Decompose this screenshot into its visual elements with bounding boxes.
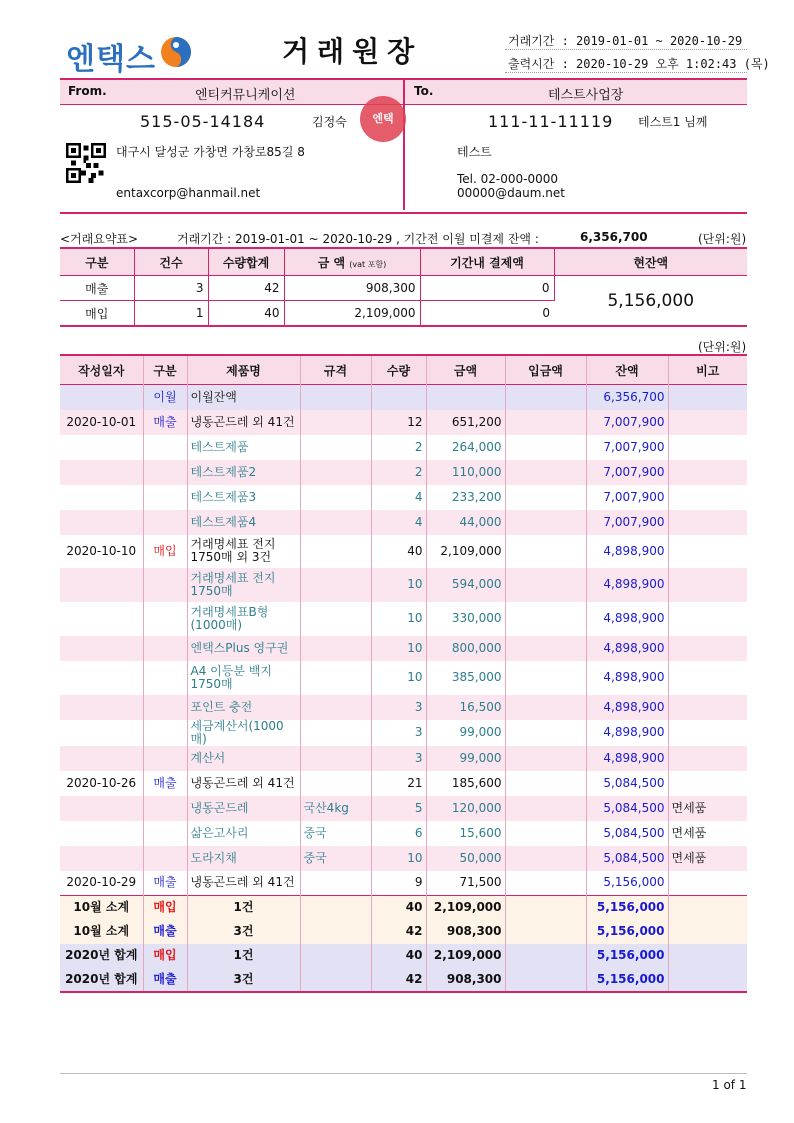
ledger-row xyxy=(60,535,747,568)
row-amount: 71,500 xyxy=(426,871,505,896)
row-qty: 10 xyxy=(371,568,426,602)
row-product: 이월잔액 xyxy=(187,385,300,410)
total-amount: 2,109,000 xyxy=(426,944,505,968)
summary-header-cell: 기간내 결제액 xyxy=(420,248,554,276)
row-note xyxy=(668,485,747,510)
divider xyxy=(505,72,747,73)
row-note xyxy=(668,460,747,485)
row-note xyxy=(668,636,747,661)
row-product: 거래명세표 전지 1750매 xyxy=(187,568,300,602)
row-type xyxy=(143,602,187,636)
total-count: 3건 xyxy=(187,920,300,944)
row-spec xyxy=(300,746,371,771)
row-date xyxy=(60,695,143,720)
row-amount: 264,000 xyxy=(426,435,505,460)
row-balance: 7,007,900 xyxy=(586,410,668,435)
row-note xyxy=(668,771,747,796)
page-number: 1 of 1 xyxy=(712,1078,747,1092)
row-note xyxy=(668,695,747,720)
ledger-row xyxy=(60,636,747,661)
summary-header-cell: 현잔액 xyxy=(554,248,747,276)
row-product: 냉동곤드레 외 41건 xyxy=(187,410,300,435)
ledger-row xyxy=(60,661,747,695)
total-label: 10월 소계 xyxy=(60,920,143,944)
row-date xyxy=(60,821,143,846)
row-spec xyxy=(300,435,371,460)
row-product: 냉동곤드레 외 41건 xyxy=(187,871,300,896)
row-deposit xyxy=(505,636,586,661)
row-product: 테스트제품4 xyxy=(187,510,300,535)
row-amount: 594,000 xyxy=(426,568,505,602)
summary-count: 1 xyxy=(134,301,208,327)
row-amount: 120,000 xyxy=(426,796,505,821)
row-spec xyxy=(300,385,371,410)
total-spec xyxy=(300,944,371,968)
ledger-header-cell: 비고 xyxy=(668,355,747,385)
row-balance: 4,898,900 xyxy=(586,636,668,661)
row-amount: 2,109,000 xyxy=(426,535,505,568)
to-company: 테스트사업장 xyxy=(548,88,624,103)
row-deposit xyxy=(505,821,586,846)
total-balance: 5,156,000 xyxy=(586,920,668,944)
row-deposit xyxy=(505,535,586,568)
row-type xyxy=(143,485,187,510)
row-type xyxy=(143,821,187,846)
logo-mark-icon xyxy=(160,36,192,68)
ledger-row xyxy=(60,796,747,821)
row-deposit xyxy=(505,460,586,485)
total-balance: 5,156,000 xyxy=(586,944,668,968)
row-balance: 7,007,900 xyxy=(586,510,668,535)
total-label: 2020년 합계 xyxy=(60,944,143,968)
row-qty: 3 xyxy=(371,746,426,771)
ledger-header-cell: 작성일자 xyxy=(60,355,143,385)
row-deposit xyxy=(505,846,586,871)
ledger-row xyxy=(60,821,747,846)
total-type: 매출 xyxy=(143,920,187,944)
row-qty: 21 xyxy=(371,771,426,796)
ledger-row xyxy=(60,602,747,636)
ledger-row xyxy=(60,746,747,771)
row-type xyxy=(143,661,187,695)
row-amount: 44,000 xyxy=(426,510,505,535)
row-deposit xyxy=(505,510,586,535)
row-type: 매출 xyxy=(143,410,187,435)
row-qty: 10 xyxy=(371,661,426,695)
ledger-row xyxy=(60,568,747,602)
total-qty: 42 xyxy=(371,968,426,992)
ledger-header-cell: 금액 xyxy=(426,355,505,385)
row-balance: 6,356,700 xyxy=(586,385,668,410)
summary-header-cell: 건수 xyxy=(134,248,208,276)
row-date xyxy=(60,720,143,746)
row-product: 계산서 xyxy=(187,746,300,771)
row-deposit xyxy=(505,695,586,720)
row-type: 매출 xyxy=(143,871,187,896)
row-note xyxy=(668,410,747,435)
row-date: 2020-10-10 xyxy=(60,535,143,568)
row-spec xyxy=(300,602,371,636)
total-row xyxy=(60,944,747,968)
total-deposit xyxy=(505,896,586,920)
summary-count: 3 xyxy=(134,276,208,301)
row-date xyxy=(60,746,143,771)
row-type xyxy=(143,435,187,460)
row-date xyxy=(60,435,143,460)
total-note xyxy=(668,920,747,944)
row-note xyxy=(668,720,747,746)
to-email: 00000@daum.net xyxy=(457,186,565,200)
ledger-header-row xyxy=(60,355,747,385)
row-date xyxy=(60,661,143,695)
row-amount xyxy=(426,385,505,410)
row-note xyxy=(668,568,747,602)
row-date xyxy=(60,602,143,636)
printed-time-label: 출력시간 : 2020-10-29 오후 1:02:43 (목) xyxy=(508,57,770,71)
ledger-row xyxy=(60,771,747,796)
row-note xyxy=(668,435,747,460)
row-spec: 국산4kg xyxy=(300,796,371,821)
row-product: 냉동곤드레 외 41건 xyxy=(187,771,300,796)
total-amount: 908,300 xyxy=(426,968,505,992)
row-note xyxy=(668,746,747,771)
total-type: 매입 xyxy=(143,896,187,920)
row-balance: 5,084,500 xyxy=(586,771,668,796)
row-qty: 6 xyxy=(371,821,426,846)
ledger-header-cell: 수량 xyxy=(371,355,426,385)
row-spec xyxy=(300,695,371,720)
row-balance: 5,156,000 xyxy=(586,871,668,896)
row-qty: 10 xyxy=(371,636,426,661)
summary-header-row xyxy=(60,248,747,276)
total-qty: 40 xyxy=(371,896,426,920)
ledger-unit: (단위:원) xyxy=(698,340,747,354)
ledger-row xyxy=(60,695,747,720)
row-type: 이월 xyxy=(143,385,187,410)
row-balance: 5,084,500 xyxy=(586,796,668,821)
ledger-row xyxy=(60,871,747,896)
total-row xyxy=(60,920,747,944)
amount-header-text: 금 액 xyxy=(317,255,346,270)
from-biz-number: 515-05-14184 xyxy=(140,112,266,131)
summary-amount: 908,300 xyxy=(284,276,420,301)
row-qty: 2 xyxy=(371,435,426,460)
row-type: 매입 xyxy=(143,535,187,568)
ledger-table xyxy=(60,354,747,993)
total-type: 매출 xyxy=(143,968,187,992)
total-count: 3건 xyxy=(187,968,300,992)
row-amount: 233,200 xyxy=(426,485,505,510)
ledger-row xyxy=(60,846,747,871)
summary-paid: 0 xyxy=(420,301,554,327)
row-note xyxy=(668,510,747,535)
total-label: 10월 소계 xyxy=(60,896,143,920)
row-balance: 4,898,900 xyxy=(586,720,668,746)
row-qty xyxy=(371,385,426,410)
summary-type: 매출 xyxy=(60,276,134,301)
total-balance: 5,156,000 xyxy=(586,968,668,992)
row-note xyxy=(668,602,747,636)
row-deposit xyxy=(505,410,586,435)
summary-header-cell: 수량합계 xyxy=(208,248,284,276)
row-balance: 7,007,900 xyxy=(586,485,668,510)
row-qty: 40 xyxy=(371,535,426,568)
total-amount: 2,109,000 xyxy=(426,896,505,920)
row-amount: 16,500 xyxy=(426,695,505,720)
page-title: 거래원장 xyxy=(282,35,423,68)
row-amount: 185,600 xyxy=(426,771,505,796)
summary-type: 매입 xyxy=(60,301,134,327)
ledger-header-cell: 구분 xyxy=(143,355,187,385)
row-balance: 4,898,900 xyxy=(586,602,668,636)
total-deposit xyxy=(505,968,586,992)
vat-note: (vat 포함) xyxy=(349,259,387,269)
row-type xyxy=(143,695,187,720)
row-deposit xyxy=(505,385,586,410)
total-deposit xyxy=(505,944,586,968)
row-balance: 7,007,900 xyxy=(586,435,668,460)
row-qty: 9 xyxy=(371,871,426,896)
row-product: 도라지채 xyxy=(187,846,300,871)
total-deposit xyxy=(505,920,586,944)
ledger-row xyxy=(60,720,747,746)
to-tel: Tel. 02-000-0000 xyxy=(457,172,559,186)
to-label: To. xyxy=(414,84,434,98)
to-address: 테스트 xyxy=(457,145,492,159)
row-balance: 4,898,900 xyxy=(586,568,668,602)
row-product: 테스트제품2 xyxy=(187,460,300,485)
row-deposit xyxy=(505,661,586,695)
row-spec xyxy=(300,661,371,695)
row-deposit xyxy=(505,746,586,771)
row-qty: 4 xyxy=(371,510,426,535)
row-note xyxy=(668,871,747,896)
company-logo: 엔택스 xyxy=(66,42,156,77)
total-type: 매입 xyxy=(143,944,187,968)
row-note: 면세품 xyxy=(671,800,707,815)
summary-header-cell: 구분 xyxy=(60,248,134,276)
row-product: 포인트 충전 xyxy=(187,695,300,720)
row-product: 테스트제품 xyxy=(187,435,300,460)
row-amount: 651,200 xyxy=(426,410,505,435)
row-type xyxy=(143,720,187,746)
row-spec xyxy=(300,871,371,896)
row-qty: 2 xyxy=(371,460,426,485)
from-company: 엔티커뮤니케이션 xyxy=(195,88,296,103)
qr-code-icon xyxy=(66,143,106,183)
row-amount: 15,600 xyxy=(426,821,505,846)
row-note xyxy=(668,385,747,410)
row-product: 엔택스Plus 영구권 xyxy=(187,636,300,661)
row-balance: 4,898,900 xyxy=(586,695,668,720)
summary-unit: (단위:원) xyxy=(698,232,747,246)
row-product: 거래명세표 전지 1750매 외 3건 xyxy=(187,535,300,568)
total-count: 1건 xyxy=(187,944,300,968)
row-spec xyxy=(300,410,371,435)
summary-paid: 0 xyxy=(420,276,554,301)
row-type: 매출 xyxy=(143,771,187,796)
row-date xyxy=(60,846,143,871)
row-type xyxy=(143,636,187,661)
row-spec xyxy=(300,485,371,510)
ledger-header-cell: 규격 xyxy=(300,355,371,385)
row-date: 2020-10-01 xyxy=(60,410,143,435)
row-balance: 4,898,900 xyxy=(586,746,668,771)
total-note xyxy=(668,896,747,920)
row-deposit xyxy=(505,485,586,510)
row-type xyxy=(143,510,187,535)
ledger-row xyxy=(60,385,747,410)
row-spec xyxy=(300,636,371,661)
row-amount: 800,000 xyxy=(426,636,505,661)
summary-amount: 2,109,000 xyxy=(284,301,420,327)
footer-divider xyxy=(60,1073,747,1074)
row-deposit xyxy=(505,568,586,602)
row-deposit xyxy=(505,871,586,896)
row-qty: 3 xyxy=(371,720,426,746)
total-spec xyxy=(300,968,371,992)
row-balance: 4,898,900 xyxy=(586,661,668,695)
row-qty: 10 xyxy=(371,602,426,636)
ledger-header-cell: 잔액 xyxy=(586,355,668,385)
total-qty: 42 xyxy=(371,920,426,944)
row-type xyxy=(143,846,187,871)
row-note: 면세품 xyxy=(671,850,707,865)
row-product: 거래명세표B형 (1000매) xyxy=(187,602,300,636)
row-amount: 50,000 xyxy=(426,846,505,871)
summary-period: 거래기간 : 2019-01-01 ~ 2020-10-29 , 기간전 이월 미결제 잔액 : xyxy=(177,232,539,246)
row-date: 2020-10-26 xyxy=(60,771,143,796)
row-deposit xyxy=(505,720,586,746)
row-spec xyxy=(300,568,371,602)
summary-header-cell xyxy=(284,248,420,276)
ledger-row xyxy=(60,460,747,485)
ledger-row xyxy=(60,485,747,510)
from-email: entaxcorp@hanmail.net xyxy=(116,186,261,200)
row-deposit xyxy=(505,435,586,460)
row-type xyxy=(143,568,187,602)
row-deposit xyxy=(505,602,586,636)
row-product: A4 이등분 백지 1750매 xyxy=(187,661,300,695)
row-qty: 5 xyxy=(371,796,426,821)
row-spec xyxy=(300,771,371,796)
from-address: 대구시 달성군 가창면 가창로85길 8 xyxy=(116,145,305,159)
row-amount: 110,000 xyxy=(426,460,505,485)
row-amount: 385,000 xyxy=(426,661,505,695)
total-count: 1건 xyxy=(187,896,300,920)
divider xyxy=(505,49,747,50)
row-spec xyxy=(300,535,371,568)
ledger-header-cell: 입금액 xyxy=(505,355,586,385)
row-type xyxy=(143,460,187,485)
row-product: 삶은고사리 xyxy=(187,821,300,846)
total-note xyxy=(668,944,747,968)
seal-text: 엔택 xyxy=(372,112,394,125)
total-row xyxy=(60,968,747,992)
summary-table xyxy=(60,247,747,327)
row-qty: 12 xyxy=(371,410,426,435)
row-product: 냉동곤드레 xyxy=(187,796,300,821)
row-date xyxy=(60,485,143,510)
total-balance: 5,156,000 xyxy=(586,896,668,920)
carry-over-amount: 6,356,700 xyxy=(580,230,648,244)
row-date xyxy=(60,568,143,602)
summary-balance: 5,156,000 xyxy=(554,276,747,327)
party-divider xyxy=(403,78,405,210)
total-note xyxy=(668,968,747,992)
row-note xyxy=(668,661,747,695)
total-qty: 40 xyxy=(371,944,426,968)
row-balance: 7,007,900 xyxy=(586,460,668,485)
row-deposit xyxy=(505,796,586,821)
row-spec: 중국 xyxy=(300,821,371,846)
summary-qty: 42 xyxy=(208,276,284,301)
to-ceo: 테스트1 님께 xyxy=(638,115,708,129)
from-label: From. xyxy=(68,84,107,98)
row-type xyxy=(143,796,187,821)
to-biz-number: 111-11-11119 xyxy=(488,112,614,131)
row-date xyxy=(60,385,143,410)
row-product: 세금계산서(1000매) xyxy=(187,720,300,746)
row-date xyxy=(60,796,143,821)
row-note xyxy=(668,535,747,568)
row-qty: 10 xyxy=(371,846,426,871)
row-deposit xyxy=(505,771,586,796)
row-amount: 99,000 xyxy=(426,720,505,746)
ledger-row xyxy=(60,410,747,435)
ledger-header-cell: 제품명 xyxy=(187,355,300,385)
from-ceo: 김정숙 xyxy=(312,115,347,129)
row-spec xyxy=(300,720,371,746)
ledger-row xyxy=(60,510,747,535)
row-balance: 5,084,500 xyxy=(586,821,668,846)
ledger-row xyxy=(60,435,747,460)
total-label: 2020년 합계 xyxy=(60,968,143,992)
row-qty: 4 xyxy=(371,485,426,510)
summary-row-sales xyxy=(60,276,747,301)
row-amount: 330,000 xyxy=(426,602,505,636)
row-date xyxy=(60,460,143,485)
row-qty: 3 xyxy=(371,695,426,720)
row-spec: 중국 xyxy=(300,846,371,871)
summary-label: <거래요약표> xyxy=(60,232,139,246)
row-date xyxy=(60,636,143,661)
row-balance: 5,084,500 xyxy=(586,846,668,871)
total-spec xyxy=(300,896,371,920)
row-product: 테스트제품3 xyxy=(187,485,300,510)
summary-qty: 40 xyxy=(208,301,284,327)
row-note: 면세품 xyxy=(671,825,707,840)
row-type xyxy=(143,746,187,771)
total-row xyxy=(60,896,747,920)
row-date xyxy=(60,510,143,535)
total-spec xyxy=(300,920,371,944)
row-amount: 99,000 xyxy=(426,746,505,771)
row-date: 2020-10-29 xyxy=(60,871,143,896)
row-spec xyxy=(300,460,371,485)
row-spec xyxy=(300,510,371,535)
row-balance: 4,898,900 xyxy=(586,535,668,568)
period-label: 거래기간 : 2019-01-01 ~ 2020-10-29 xyxy=(508,34,743,48)
total-amount: 908,300 xyxy=(426,920,505,944)
